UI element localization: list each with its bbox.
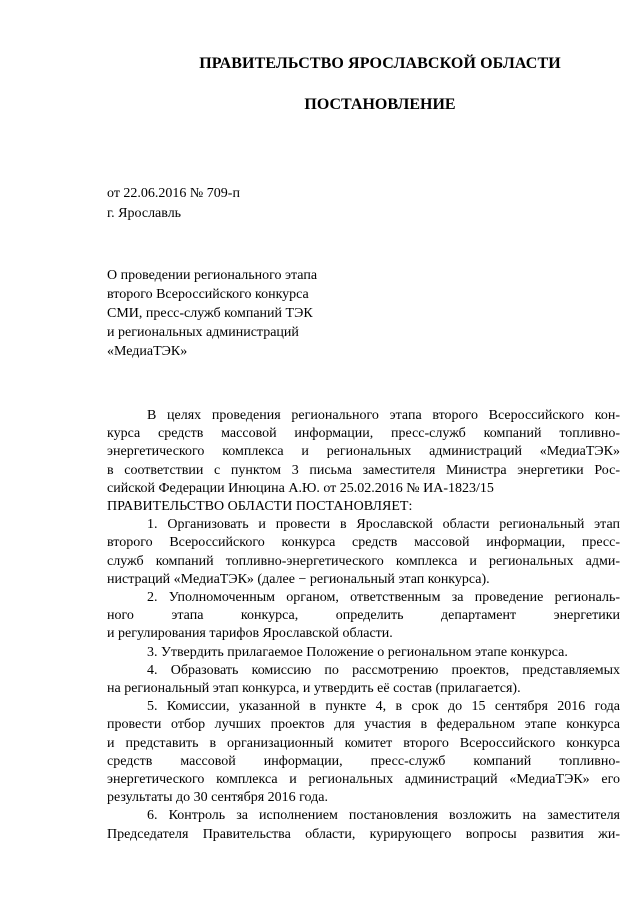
body-line: энергетического комплекса и региональных администраций «МедиаТЭК» его bbox=[107, 772, 620, 788]
date-number: от 22.06.2016 № 709-п bbox=[107, 186, 240, 201]
paragraph-2 bbox=[107, 589, 620, 644]
body-line: средств массовой информации, пресс-служб компаний топливно- bbox=[107, 753, 620, 769]
paragraph-6 bbox=[107, 807, 620, 843]
body-line: на региональный этап конкурса, и утвердить её состав (прилагается). bbox=[107, 681, 521, 697]
body-line: сийской Федерации Инюцина А.Ю. от 25.02.2016 № ИА-1823/15 bbox=[107, 480, 494, 496]
doc-subject bbox=[107, 266, 407, 361]
body-line: служб компаний топливно-энергетического комплекса и региональных адми- bbox=[107, 553, 620, 569]
paragraph-5 bbox=[107, 698, 620, 807]
preamble bbox=[107, 407, 620, 498]
city: г. Ярославль bbox=[107, 206, 182, 221]
body-line: 5. Комиссии, указанной в пункте 4, в срок до 15 сентября 2016 года bbox=[147, 699, 620, 715]
body-line: и представить в организационный комитет второго Всероссийского конкурса bbox=[107, 735, 620, 751]
subject-line: «МедиаТЭК» bbox=[107, 344, 188, 359]
body-line: 3. Утвердить прилагаемое Положение о региональном этапе конкурса. bbox=[147, 644, 568, 660]
body-line: 1. Организовать и провести в Ярославской области региональный этап bbox=[147, 517, 620, 533]
subject-line: второго Всероссийского конкурса bbox=[107, 287, 309, 302]
subject-line: и региональных администраций bbox=[107, 325, 299, 340]
org-heading: ПРАВИТЕЛЬСТВО ЯРОСЛАВСКОЙ ОБЛАСТИ bbox=[199, 55, 561, 72]
paragraph-1 bbox=[107, 516, 620, 589]
paragraph-3 bbox=[107, 644, 620, 662]
body-line: 2. Уполномоченным органом, ответственным за проведение региональ- bbox=[147, 590, 620, 606]
body-line: В целях проведения регионального этапа второго Всероссийского кон- bbox=[147, 408, 620, 423]
doc-meta bbox=[107, 184, 240, 224]
body-line: в соответствии с пунктом 3 письма заместителя Министра энергетики Рос- bbox=[107, 462, 620, 478]
body-line: 4. Образовать комиссию по рассмотрению проектов, представляемых bbox=[147, 662, 620, 678]
paragraph-4 bbox=[107, 662, 620, 698]
body-line: ного этапа конкурса, определить департамент энергетики bbox=[107, 608, 620, 624]
doc-body bbox=[107, 407, 620, 844]
body-line: энергетического комплекса и региональных администраций «МедиаТЭК» bbox=[107, 444, 620, 460]
body-line: провести отбор лучших проектов для участия в федеральном этапе конкурса bbox=[107, 717, 620, 733]
body-line: и регулирования тарифов Ярославской области. bbox=[107, 626, 393, 642]
subject-line: О проведении регионального этапа bbox=[107, 268, 318, 283]
resolves-line: ПРАВИТЕЛЬСТВО ОБЛАСТИ ПОСТАНОВЛЯЕТ: bbox=[107, 499, 413, 515]
body-line: второго Всероссийского конкурса средств массовой информации, пресс- bbox=[107, 535, 620, 551]
body-line: 6. Контроль за исполнением постановления возложить на заместителя bbox=[147, 808, 620, 824]
body-line: курса средств массовой информации, пресс-служб компаний топливно- bbox=[107, 426, 620, 442]
body-line: Председателя Правительства области, курирующего вопросы развития жи- bbox=[107, 826, 620, 842]
doc-type-heading: ПОСТАНОВЛЕНИЕ bbox=[304, 96, 456, 113]
body-line: результаты до 30 сентября 2016 года. bbox=[107, 790, 328, 806]
body-line: нистраций «МедиаТЭК» (далее − региональный этап конкурса). bbox=[107, 571, 490, 587]
subject-line: СМИ, пресс-служб компаний ТЭК bbox=[107, 306, 313, 321]
